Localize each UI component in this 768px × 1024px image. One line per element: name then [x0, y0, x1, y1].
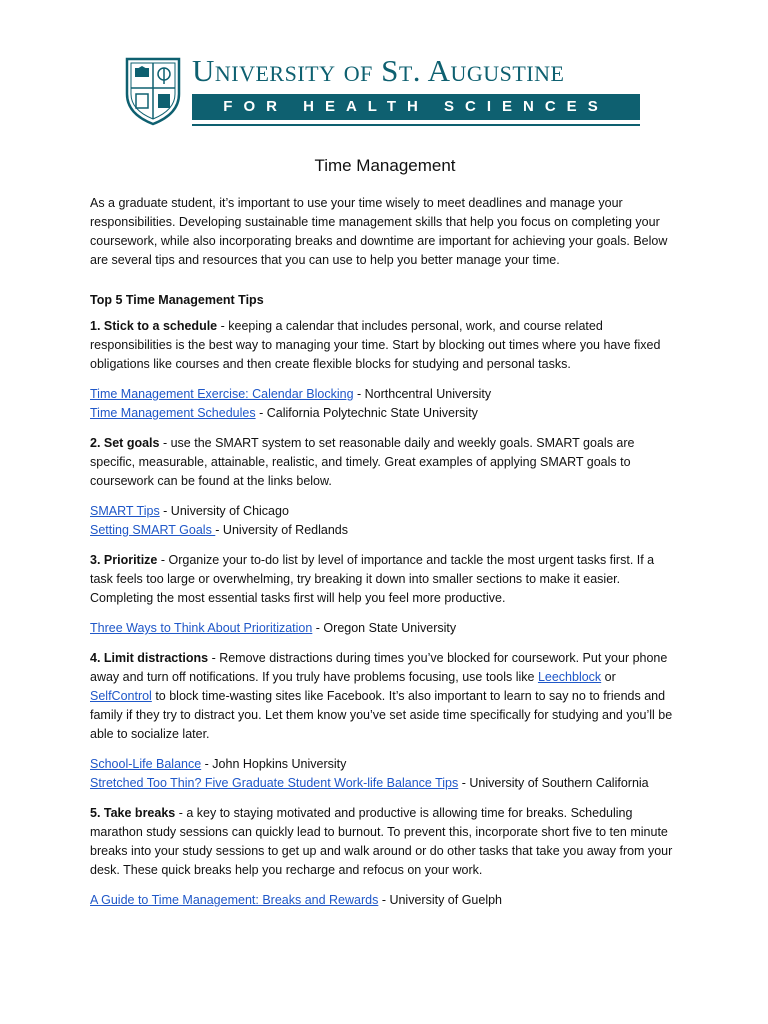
tip-3-text: - Organize your to-do list by level of importance and tackle the most urgent tasks first. If a task feels too large or overwhelming, try breaking it down into smaller sections to make it easier. Completing the most essential tasks first will help you feel more productive. [90, 553, 655, 605]
resource-link[interactable]: Time Management Exercise: Calendar Blocking [90, 387, 354, 401]
university-name: University of St. Augustine [192, 53, 565, 88]
tip-1-text: - keeping a calendar that includes personal, work, and course related responsibilities is the best way to managing your time. Start by blocking out times where you have fixed obligations like courses and then create flexible blocks for studying and personal tasks. [90, 319, 661, 371]
tip-5-links [90, 891, 680, 910]
tip-3 [90, 551, 680, 608]
tip-2-text: - use the SMART system to set reasonable daily and weekly goals. SMART goals are specific, measurable, attainable, realistic, and timely. Great examples of applying SMART goals to coursework can be found at the links below. [90, 436, 635, 488]
tips-heading: Top 5 Time Management Tips [90, 293, 264, 307]
tip-1 [90, 317, 680, 374]
selfcontrol-link[interactable]: SelfControl [90, 689, 152, 703]
resource-source: - University of Southern California [458, 776, 649, 790]
tip-2-links [90, 502, 680, 540]
university-crest-logo [124, 56, 182, 126]
resource-line [90, 502, 680, 521]
tip-4-text-b: or [601, 670, 616, 684]
resource-source: - Northcentral University [353, 387, 492, 401]
resource-link[interactable]: SMART Tips [90, 504, 160, 518]
resource-link[interactable]: A Guide to Time Management: Breaks and Rewards [90, 893, 379, 907]
tip-3-links [90, 619, 680, 638]
resource-link[interactable]: Stretched Too Thin? Five Graduate Student Work-life Balance Tips [90, 776, 459, 790]
tip-1-heading: 1. Stick to a schedule [90, 319, 218, 333]
tip-4 [90, 649, 680, 744]
tip-4-text-a: - Remove distractions during times you’ve blocked for coursework. Put your phone away and turn off notifications. If you truly have problems focusing, use tools like [90, 651, 668, 684]
tip-3-heading: 3. Prioritize [90, 553, 158, 567]
resource-link[interactable]: Setting SMART Goals [90, 523, 216, 537]
resource-line [90, 521, 680, 540]
resource-link[interactable]: Time Management Schedules [90, 406, 256, 420]
resource-line [90, 774, 680, 793]
banner-rule [192, 124, 640, 126]
intro-paragraph: As a graduate student, it’s important to use your time wisely to meet deadlines and manage your responsibilities. Developing sustainable time management skills that help you focus on completing your coursework, while also incorporating breaks and downtime are important for achieving your goals. Below are several tips and resources that you can use to help you better manage your time. [90, 196, 668, 267]
page-title: Time Management [314, 156, 456, 175]
tip-4-heading: 4. Limit distractions [90, 651, 209, 665]
resource-source: - John Hopkins University [201, 757, 347, 771]
resource-source: - University of Guelph [378, 893, 503, 907]
tip-5 [90, 804, 680, 880]
tip-1-links [90, 385, 680, 423]
resource-source: - Oregon State University [312, 621, 457, 635]
leechblock-link[interactable]: Leechblock [537, 670, 602, 684]
resource-source: - California Polytechnic State University [255, 406, 478, 420]
document-body [90, 154, 680, 921]
header [124, 54, 640, 128]
tip-4-links [90, 755, 680, 793]
resource-line [90, 891, 680, 910]
resource-link[interactable]: Three Ways to Think About Prioritization [90, 621, 313, 635]
banner-subtitle: FOR HEALTH SCIENCES [192, 94, 640, 120]
resource-line [90, 404, 680, 423]
resource-line [90, 755, 680, 774]
tip-5-heading: 5. Take breaks [90, 806, 176, 820]
tip-2 [90, 434, 680, 491]
resource-source: - University of Redlands [215, 523, 348, 537]
resource-line [90, 619, 680, 638]
tip-4-text-c: to block time-wasting sites like Facebook. It’s also important to learn to say no to friends and family if they try to distract you. Let them know you’ve set aside time specifically for studying and you’ll be able to socialize later. [90, 689, 673, 741]
resource-source: - University of Chicago [159, 504, 289, 518]
tip-2-heading: 2. Set goals [90, 436, 160, 450]
tip-5-text: - a key to staying motivated and productive is allowing time for breaks. Scheduling marathon study sessions can quickly lead to burnout. To prevent this, incorporate short five to ten minute breaks into your study sessions to get up and walk around or do other tasks that take you away from your desk. These quick breaks help you recharge and refocus on your work. [90, 806, 673, 877]
resource-line [90, 385, 680, 404]
resource-link[interactable]: School-Life Balance [90, 757, 202, 771]
